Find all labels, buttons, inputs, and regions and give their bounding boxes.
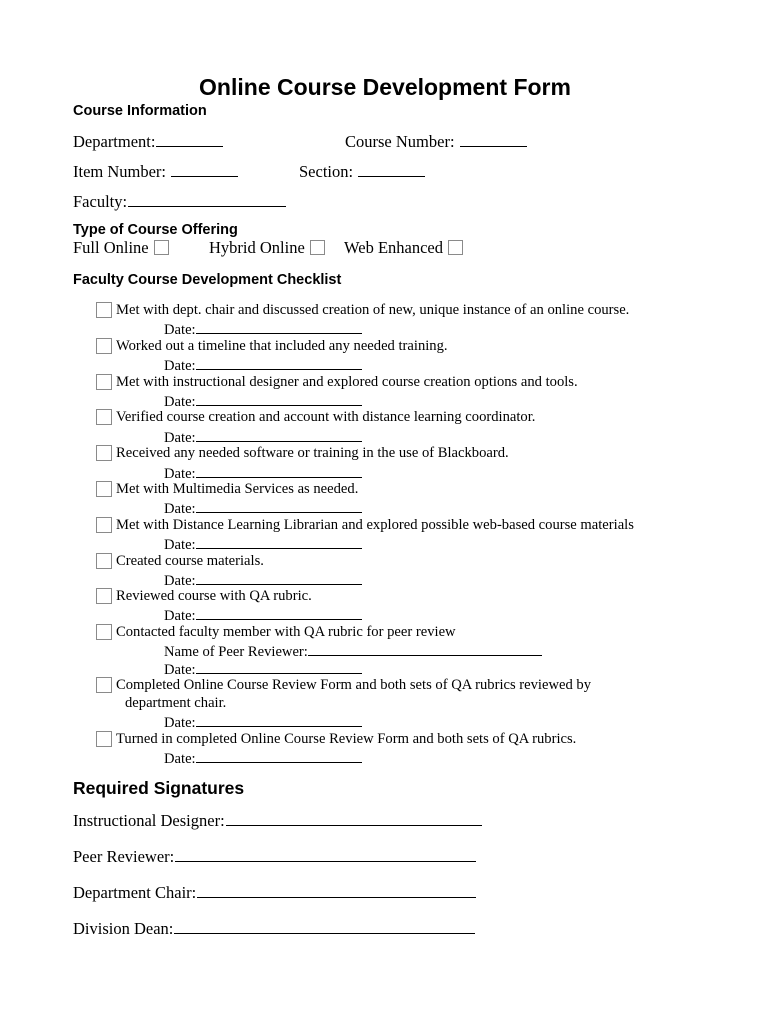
date-label: Date: xyxy=(164,608,196,624)
peer-reviewer-signature[interactable] xyxy=(73,846,476,867)
peer-reviewer-name-label: Name of Peer Reviewer: xyxy=(164,644,308,660)
offering-full-online[interactable] xyxy=(73,238,169,258)
offering-hybrid-online[interactable] xyxy=(209,238,325,258)
peer-reviewer-blank[interactable] xyxy=(175,846,476,862)
date-field[interactable] xyxy=(164,320,362,339)
page-title: Online Course Development Form xyxy=(199,74,571,100)
checklist-checkbox[interactable] xyxy=(96,553,112,569)
date-blank[interactable] xyxy=(196,749,362,763)
checklist-item: Received any needed software or training in the use of Blackboard. xyxy=(116,445,509,461)
offering-heading: Type of Course Offering xyxy=(73,222,238,238)
checklist-item-continuation: department chair. xyxy=(125,695,227,711)
date-label: Date: xyxy=(164,537,196,553)
checklist-item: Created course materials. xyxy=(116,553,264,569)
instructional-designer-blank[interactable] xyxy=(226,810,482,826)
checklist-item: Turned in completed Online Course Review Form and both sets of QA rubrics. xyxy=(116,731,577,747)
offering-web-enhanced[interactable] xyxy=(344,238,463,258)
date-label: Date: xyxy=(164,322,196,338)
date-blank[interactable] xyxy=(196,713,362,727)
hybrid-online-label: Hybrid Online xyxy=(209,238,305,257)
date-field[interactable] xyxy=(164,535,362,554)
date-label: Date: xyxy=(164,573,196,589)
checklist-item: Completed Online Course Review Form and both sets of QA rubrics reviewed by xyxy=(116,677,592,693)
department-chair-blank[interactable] xyxy=(197,882,476,898)
section-blank[interactable] xyxy=(358,161,425,177)
date-blank[interactable] xyxy=(196,660,362,674)
hybrid-online-checkbox[interactable] xyxy=(310,240,325,255)
faculty-field[interactable] xyxy=(73,191,286,212)
signatures-heading: Required Signatures xyxy=(73,778,245,798)
course-number-blank[interactable] xyxy=(460,131,527,147)
checklist-checkbox[interactable] xyxy=(96,588,112,604)
checklist-item: Worked out a timeline that included any needed training. xyxy=(116,338,448,354)
section-field[interactable] xyxy=(299,161,425,182)
faculty-label: Faculty: xyxy=(73,192,128,211)
checklist-checkbox[interactable] xyxy=(96,517,112,533)
peer-reviewer-name-field[interactable] xyxy=(164,642,542,661)
checklist-checkbox[interactable] xyxy=(96,731,112,747)
checklist-checkbox[interactable] xyxy=(96,624,112,640)
date-field[interactable] xyxy=(164,499,362,518)
date-blank[interactable] xyxy=(196,392,362,406)
date-blank[interactable] xyxy=(196,606,362,620)
checklist-checkbox[interactable] xyxy=(96,374,112,390)
date-label: Date: xyxy=(164,662,196,678)
checklist-item: Met with Distance Learning Librarian and explored possible web-based course materials xyxy=(116,517,634,533)
date-blank[interactable] xyxy=(196,464,362,478)
department-chair-label: Department Chair: xyxy=(73,883,197,902)
date-label: Date: xyxy=(164,501,196,517)
date-field[interactable] xyxy=(164,606,362,625)
checklist-checkbox[interactable] xyxy=(96,445,112,461)
item-number-field[interactable] xyxy=(73,161,238,182)
peer-reviewer-label: Peer Reviewer: xyxy=(73,847,175,866)
item-number-blank[interactable] xyxy=(171,161,238,177)
full-online-checkbox[interactable] xyxy=(154,240,169,255)
date-label: Date: xyxy=(164,430,196,446)
full-online-label: Full Online xyxy=(73,238,149,257)
web-enhanced-checkbox[interactable] xyxy=(448,240,463,255)
faculty-blank[interactable] xyxy=(128,191,286,207)
section-label: Section: xyxy=(299,162,354,181)
date-field[interactable] xyxy=(164,356,362,375)
web-enhanced-label: Web Enhanced xyxy=(344,238,443,257)
course-number-field[interactable] xyxy=(345,131,527,152)
checklist-heading: Faculty Course Development Checklist xyxy=(73,272,342,288)
instructional-designer-signature[interactable] xyxy=(73,810,482,831)
date-blank[interactable] xyxy=(196,499,362,513)
date-blank[interactable] xyxy=(196,535,362,549)
date-label: Date: xyxy=(164,715,196,731)
checklist-checkbox[interactable] xyxy=(96,338,112,354)
department-label: Department: xyxy=(73,132,156,151)
peer-reviewer-name-blank[interactable] xyxy=(308,642,542,656)
item-number-label: Item Number: xyxy=(73,162,167,181)
date-label: Date: xyxy=(164,466,196,482)
course-info-heading: Course Information xyxy=(73,103,207,119)
checklist-checkbox[interactable] xyxy=(96,677,112,693)
date-field[interactable] xyxy=(164,749,362,768)
department-blank[interactable] xyxy=(156,131,223,147)
checklist-item: Contacted faculty member with QA rubric for peer review xyxy=(116,624,456,640)
department-field[interactable] xyxy=(73,131,223,152)
checklist-checkbox[interactable] xyxy=(96,481,112,497)
checklist-item: Reviewed course with QA rubric. xyxy=(116,588,312,604)
date-blank[interactable] xyxy=(196,428,362,442)
date-blank[interactable] xyxy=(196,571,362,585)
division-dean-blank[interactable] xyxy=(174,918,475,934)
division-dean-signature[interactable] xyxy=(73,918,475,939)
checklist-item: Verified course creation and account with distance learning coordinator. xyxy=(116,409,536,425)
course-number-label: Course Number: xyxy=(345,132,455,151)
checklist-checkbox[interactable] xyxy=(96,302,112,318)
date-label: Date: xyxy=(164,751,196,767)
date-field[interactable] xyxy=(164,713,362,732)
date-label: Date: xyxy=(164,394,196,410)
checklist-checkbox[interactable] xyxy=(96,409,112,425)
checklist-item: Met with instructional designer and explored course creation options and tools. xyxy=(116,374,578,390)
checklist-item: Met with Multimedia Services as needed. xyxy=(116,481,359,497)
checklist-item: Met with dept. chair and discussed creation of new, unique instance of an online course. xyxy=(116,302,630,318)
instructional-designer-label: Instructional Designer: xyxy=(73,811,225,830)
date-label: Date: xyxy=(164,358,196,374)
date-blank[interactable] xyxy=(196,320,362,334)
date-blank[interactable] xyxy=(196,356,362,370)
department-chair-signature[interactable] xyxy=(73,882,476,903)
division-dean-label: Division Dean: xyxy=(73,919,174,938)
